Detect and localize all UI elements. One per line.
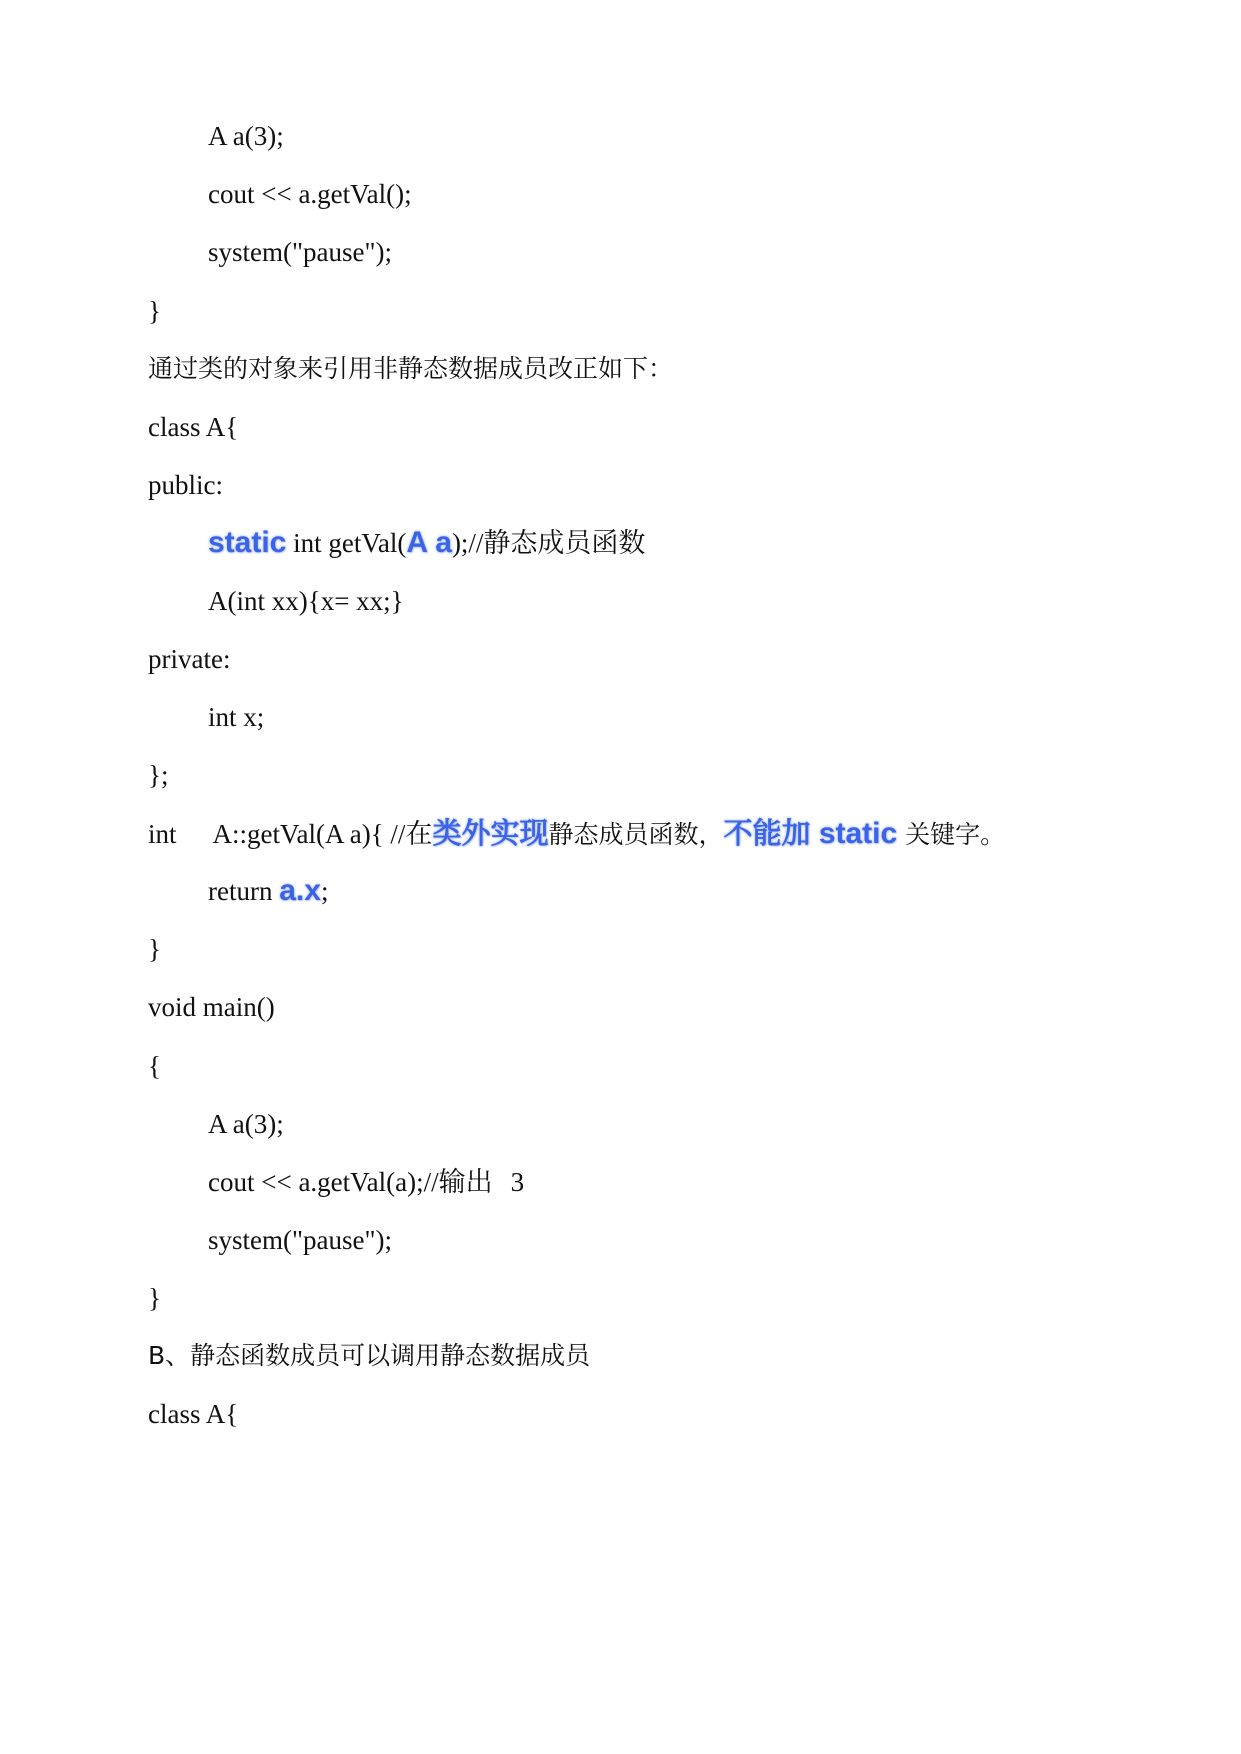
highlight-static: static [208,526,287,559]
code-line: class A{ [148,412,239,442]
code-segment: int [148,819,177,849]
code-line [208,874,328,908]
code-line: system("pause"); [208,237,393,267]
code-line: void main() [148,992,275,1022]
prose-line: 通过类的对象来引用非静态数据成员改正如下： [148,354,674,383]
code-line: } [148,934,161,964]
code-line: cout << a.getVal(); [208,179,412,209]
code-line: { [148,1051,161,1081]
code-line [148,816,1005,850]
code-line [208,1165,524,1199]
code-line: } [148,296,161,326]
highlight-class-outside: 类外实现 [432,816,549,850]
code-line: system("pause"); [208,1225,393,1255]
code-line: } [148,1283,161,1313]
code-line: private: [148,644,231,674]
code-comment: 静态成员函数， [548,820,724,849]
section-heading: B、静态函数成员可以调用静态数据成员 [148,1341,591,1370]
code-segment: A::getVal(A a){ //在 [212,819,433,849]
code-segment: ; [320,876,329,906]
code-line [208,526,645,560]
code-line: A a(3); [208,121,284,151]
highlight-param: A a [406,526,452,559]
code-segment: 3 [510,1167,525,1197]
code-line: A a(3); [208,1109,284,1139]
code-comment: );//静态成员函数 [451,528,646,558]
highlight-ax: a.x [279,874,321,907]
code-segment: cout << a.getVal(a);//输出 [208,1167,493,1197]
code-segment: return [208,876,280,906]
highlight-cannot-add: 不能加 [723,816,811,850]
code-line: A(int xx){x= xx;} [208,586,404,616]
code-comment: 关键字。 [897,820,1006,849]
code-segment: int getVal( [286,528,407,558]
code-line: class A{ [148,1399,239,1429]
code-line: }; [148,760,169,790]
code-line: int x; [208,702,265,732]
code-line: public: [148,470,223,500]
highlight-static: static [810,817,898,850]
